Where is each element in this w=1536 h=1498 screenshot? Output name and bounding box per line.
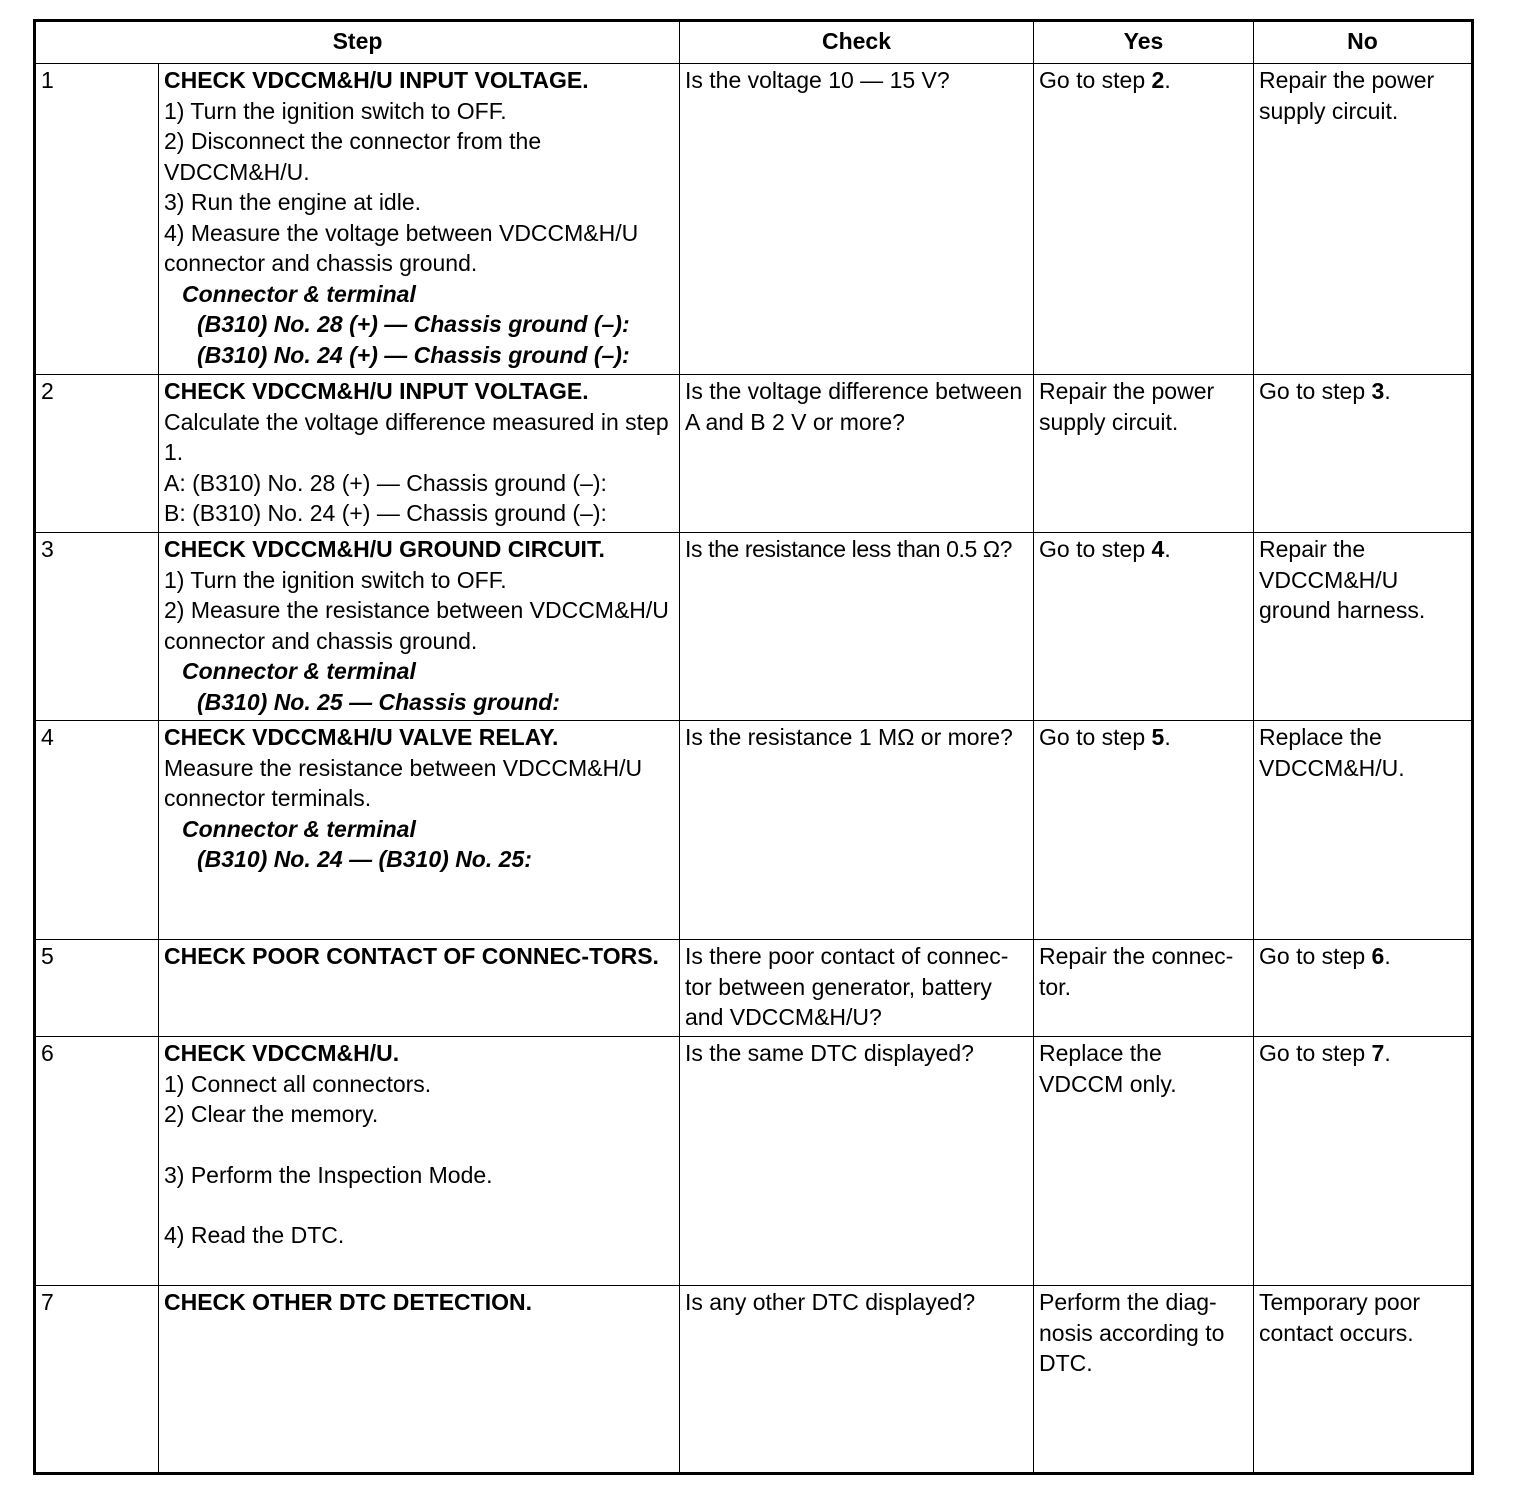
step-instruction: Calculate the voltage difference measured in step 1. — [164, 408, 669, 465]
yes-cell: Replace the VDCCM only. — [1034, 1037, 1254, 1286]
no-cell: Repair the power supply circuit. — [1254, 64, 1473, 375]
no-cell: Replace the VDCCM&H/U. — [1254, 721, 1473, 940]
step-number: 5 — [35, 940, 159, 1037]
step-description — [159, 1037, 680, 1286]
step-description — [159, 1286, 680, 1474]
step-instruction: 3) Perform the Inspection Mode. — [164, 1161, 493, 1188]
no-suffix: . — [1384, 378, 1391, 404]
connector-terminal: (B310) No. 24 (+) — Chassis ground (–): — [197, 341, 630, 368]
step-title: CHECK OTHER DTC DETECTION. — [164, 1289, 532, 1315]
check-cell: Is the resistance less than 0.5 Ω? — [680, 533, 1034, 721]
step-number: 4 — [35, 721, 159, 940]
table-row — [35, 533, 1473, 721]
no-prefix: Go to step — [1259, 378, 1372, 404]
check-cell: Is the same DTC displayed? — [680, 1037, 1034, 1286]
yes-cell: Repair the power supply circuit. — [1034, 375, 1254, 533]
no-suffix: . — [1384, 1040, 1391, 1066]
connector-heading: Connector & terminal — [182, 815, 416, 842]
table-row — [35, 1037, 1473, 1286]
step-title: CHECK VDCCM&H/U VALVE RELAY. — [164, 724, 559, 750]
yes-suffix: . — [1164, 536, 1171, 562]
yes-cell — [1034, 533, 1254, 721]
connector-terminal: (B310) No. 24 — (B310) No. 25: — [197, 846, 532, 872]
header-no: No — [1254, 21, 1473, 64]
header-yes: Yes — [1034, 21, 1254, 64]
connector-terminal: (B310) No. 28 (+) — Chassis ground (–): — [197, 311, 630, 337]
yes-cell: Repair the connec-tor. — [1034, 940, 1254, 1037]
step-description — [159, 721, 680, 940]
step-number: 3 — [35, 533, 159, 721]
yes-step-number: 4 — [1151, 536, 1165, 562]
header-step: Step — [35, 21, 680, 64]
step-title: CHECK VDCCM&H/U. — [164, 1040, 400, 1066]
yes-prefix: Go to step — [1039, 67, 1152, 93]
check-cell: Is the resistance 1 MΩ or more? — [680, 721, 1034, 940]
table-row — [35, 721, 1473, 940]
yes-suffix: . — [1164, 724, 1171, 750]
step-instruction: 2) Measure the resistance between VDCCM&H/U connector and chassis ground. — [164, 597, 669, 654]
no-prefix: Go to step — [1259, 943, 1372, 969]
no-prefix: Go to step — [1259, 1040, 1372, 1066]
no-step-number: 3 — [1371, 378, 1385, 404]
no-suffix: . — [1384, 943, 1391, 969]
step-instruction: 4) Measure the voltage between VDCCM&H/U connector and chassis ground. — [164, 219, 639, 276]
no-cell: Repair the VDCCM&H/U ground harness. — [1254, 533, 1473, 721]
step-instruction: 1) Turn the ignition switch to OFF. — [164, 97, 507, 124]
check-cell: Is there poor contact of connec-tor between generator, battery and VDCCM&H/U? — [680, 940, 1034, 1037]
yes-suffix: . — [1164, 67, 1171, 93]
diagnostic-table — [33, 19, 1474, 1475]
table-row — [35, 375, 1473, 533]
step-number: 2 — [35, 375, 159, 533]
step-instruction: B: (B310) No. 24 (+) — Chassis ground (–): — [164, 500, 607, 526]
yes-step-number: 5 — [1151, 724, 1165, 750]
step-number: 6 — [35, 1037, 159, 1286]
step-description — [159, 940, 680, 1037]
yes-prefix: Go to step — [1039, 724, 1152, 750]
step-number: 7 — [35, 1286, 159, 1474]
step-instruction: 2) Disconnect the connector from the VDCCM&H/U. — [164, 128, 542, 185]
step-title: CHECK VDCCM&H/U INPUT VOLTAGE. — [164, 67, 589, 93]
header-row — [35, 21, 1473, 64]
yes-step-number: 2 — [1151, 67, 1165, 93]
table-row — [35, 940, 1473, 1037]
step-instruction: 1) Connect all connectors. — [164, 1070, 432, 1097]
step-instruction: 1) Turn the ignition switch to OFF. — [164, 566, 507, 593]
header-check: Check — [680, 21, 1034, 64]
check-cell: Is the voltage 10 — 15 V? — [680, 64, 1034, 375]
check-cell: Is the voltage difference between A and B 2 V or more? — [680, 375, 1034, 533]
yes-cell — [1034, 64, 1254, 375]
no-cell — [1254, 1037, 1473, 1286]
no-step-number: 6 — [1371, 943, 1385, 969]
connector-heading: Connector & terminal — [182, 658, 416, 684]
no-cell — [1254, 375, 1473, 533]
no-step-number: 7 — [1371, 1040, 1385, 1066]
step-instruction: A: (B310) No. 28 (+) — Chassis ground (–): — [164, 469, 607, 496]
line-gap — [164, 1190, 674, 1220]
no-cell: Temporary poor contact occurs. — [1254, 1286, 1473, 1474]
table-row — [35, 1286, 1473, 1474]
step-description — [159, 375, 680, 533]
step-instruction: 3) Run the engine at idle. — [164, 189, 422, 215]
connector-terminal: (B310) No. 25 — Chassis ground: — [197, 688, 560, 715]
step-description — [159, 64, 680, 375]
yes-cell — [1034, 721, 1254, 940]
check-cell: Is any other DTC displayed? — [680, 1286, 1034, 1474]
step-title: CHECK VDCCM&H/U INPUT VOLTAGE. — [164, 378, 589, 404]
step-title: CHECK POOR CONTACT OF CONNEC-TORS. — [164, 943, 659, 969]
line-gap — [164, 1130, 674, 1160]
step-instruction: 2) Clear the memory. — [164, 1101, 379, 1127]
table-row — [35, 64, 1473, 375]
step-instruction: Measure the resistance between VDCCM&H/U connector terminals. — [164, 754, 643, 811]
no-cell — [1254, 940, 1473, 1037]
yes-cell: Perform the diag-nosis according to DTC. — [1034, 1286, 1254, 1474]
step-title: CHECK VDCCM&H/U GROUND CIRCUIT. — [164, 536, 605, 562]
step-instruction: 4) Read the DTC. — [164, 1222, 345, 1248]
yes-prefix: Go to step — [1039, 536, 1152, 562]
step-description — [159, 533, 680, 721]
connector-heading: Connector & terminal — [182, 280, 416, 307]
step-number: 1 — [35, 64, 159, 375]
